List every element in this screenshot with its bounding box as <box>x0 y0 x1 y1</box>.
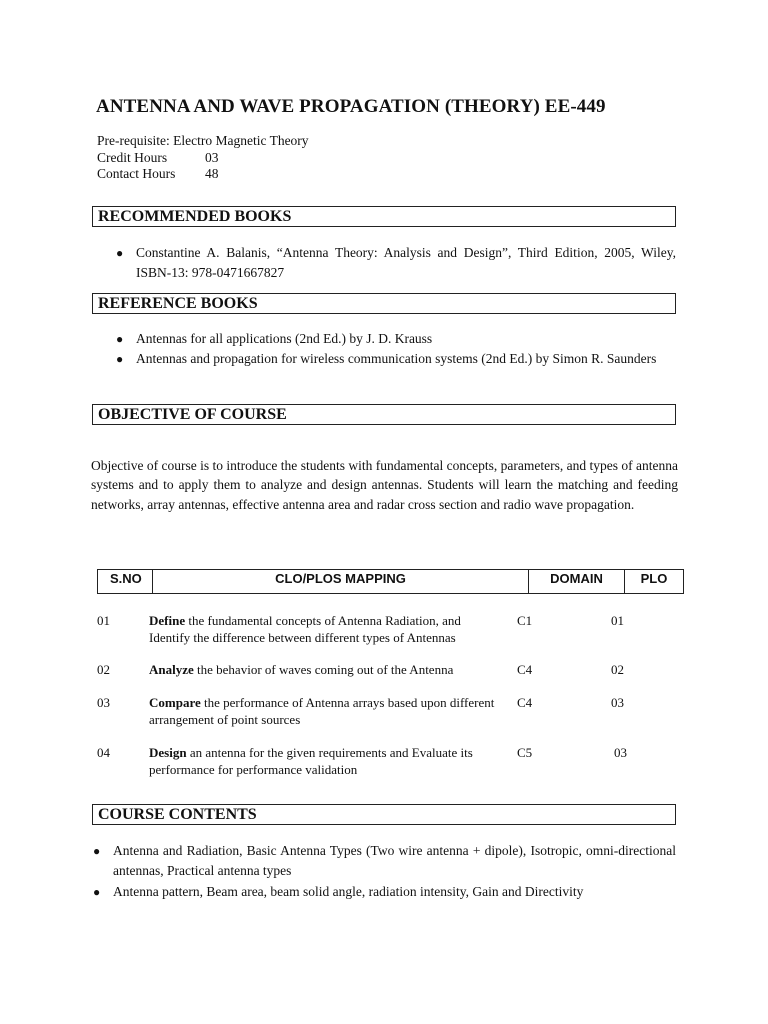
row-sno: 04 <box>97 745 110 760</box>
row-sno: 03 <box>97 695 110 710</box>
course-content-text: Antenna pattern, Beam area, beam solid angle, radiation intensity, Gain and Directivity <box>113 884 584 899</box>
recommended-book-text: Constantine A. Balanis, “Antenna Theory: Analysis and Design”, Third Edition, 2005, Wiley, ISBN-13: 978-0471667827 <box>136 245 676 280</box>
row-plo: 03 <box>614 745 627 760</box>
reference-books-heading: REFERENCE BOOKS <box>92 293 676 314</box>
row-verb: Design <box>149 745 187 760</box>
header-sno: S.NO <box>98 570 153 593</box>
objective-paragraph: Objective of course is to introduce the students with fundamental concepts, parameters, and types of antenna systems and to apply them to analyze and design antennas. Students will learn the matching and feeding networks, array antennas, effective antenna area and radar cross section and radio wave propagation. <box>91 458 678 512</box>
credit-hours-label: Credit Hours <box>97 150 168 165</box>
header-plo: PLO <box>640 571 668 586</box>
course-content-item <box>93 841 676 881</box>
reference-book-item <box>116 349 676 369</box>
row-domain: C5 <box>517 745 533 760</box>
row-domain: C4 <box>517 695 533 710</box>
objective-heading: OBJECTIVE OF COURSE <box>92 404 676 425</box>
contact-hours <box>97 166 297 182</box>
row-text: an antenna for the given requirements and Evaluate its performance for performance validation <box>149 745 473 777</box>
row-text: the fundamental concepts of Antenna Radiation, and Identify the difference between different types of Antennas <box>149 613 461 645</box>
row-sno: 01 <box>97 613 110 628</box>
header-clo-plos: CLO/PLOS MAPPING <box>153 570 529 593</box>
recommended-book-item <box>116 243 676 283</box>
recommended-books-heading: RECOMMENDED BOOKS <box>92 206 676 227</box>
row-description <box>149 744 499 778</box>
course-content-text: Antenna and Radiation, Basic Antenna Types (Two wire antenna + dipole), Isotropic, omni-directional antennas, Practical antenna types <box>113 843 676 878</box>
reference-book-text: Antennas and propagation for wireless communication systems (2nd Ed.) by Simon R. Saunders <box>136 351 657 366</box>
bullet-icon: ● <box>116 332 124 346</box>
contact-hours-value: 48 <box>205 166 219 181</box>
contact-hours-label: Contact Hours <box>97 166 176 181</box>
row-verb: Compare <box>149 695 201 710</box>
row-description <box>149 612 499 646</box>
row-domain: C1 <box>517 613 533 628</box>
row-plo: 01 <box>611 613 624 628</box>
row-plo: 02 <box>611 662 624 677</box>
row-verb: Define <box>149 613 186 628</box>
mapping-table-header <box>97 569 684 594</box>
row-text: the performance of Antenna arrays based upon different arrangement of point sources <box>149 695 495 727</box>
row-domain: C4 <box>517 662 533 677</box>
reference-book-text: Antennas for all applications (2nd Ed.) by J. D. Krauss <box>136 331 433 346</box>
bullet-icon: ● <box>116 246 124 260</box>
row-sno: 02 <box>97 662 110 677</box>
credit-hours-value: 03 <box>205 150 219 165</box>
row-description <box>149 661 499 678</box>
row-description <box>149 694 499 728</box>
row-plo: 03 <box>611 695 624 710</box>
credit-hours <box>97 150 297 166</box>
header-domain: DOMAIN <box>529 570 625 593</box>
bullet-icon: ● <box>93 844 101 858</box>
bullet-icon: ● <box>93 885 101 899</box>
course-contents-heading: COURSE CONTENTS <box>92 804 676 825</box>
prerequisite: Pre-requisite: Electro Magnetic Theory <box>97 133 309 148</box>
page-title: ANTENNA AND WAVE PROPAGATION (THEORY) EE-449 <box>96 96 606 117</box>
bullet-icon: ● <box>116 352 124 366</box>
course-content-item <box>93 882 676 902</box>
row-verb: Analyze <box>149 662 194 677</box>
row-text: the behavior of waves coming out of the Antenna <box>193 662 454 677</box>
reference-book-item <box>116 329 676 349</box>
